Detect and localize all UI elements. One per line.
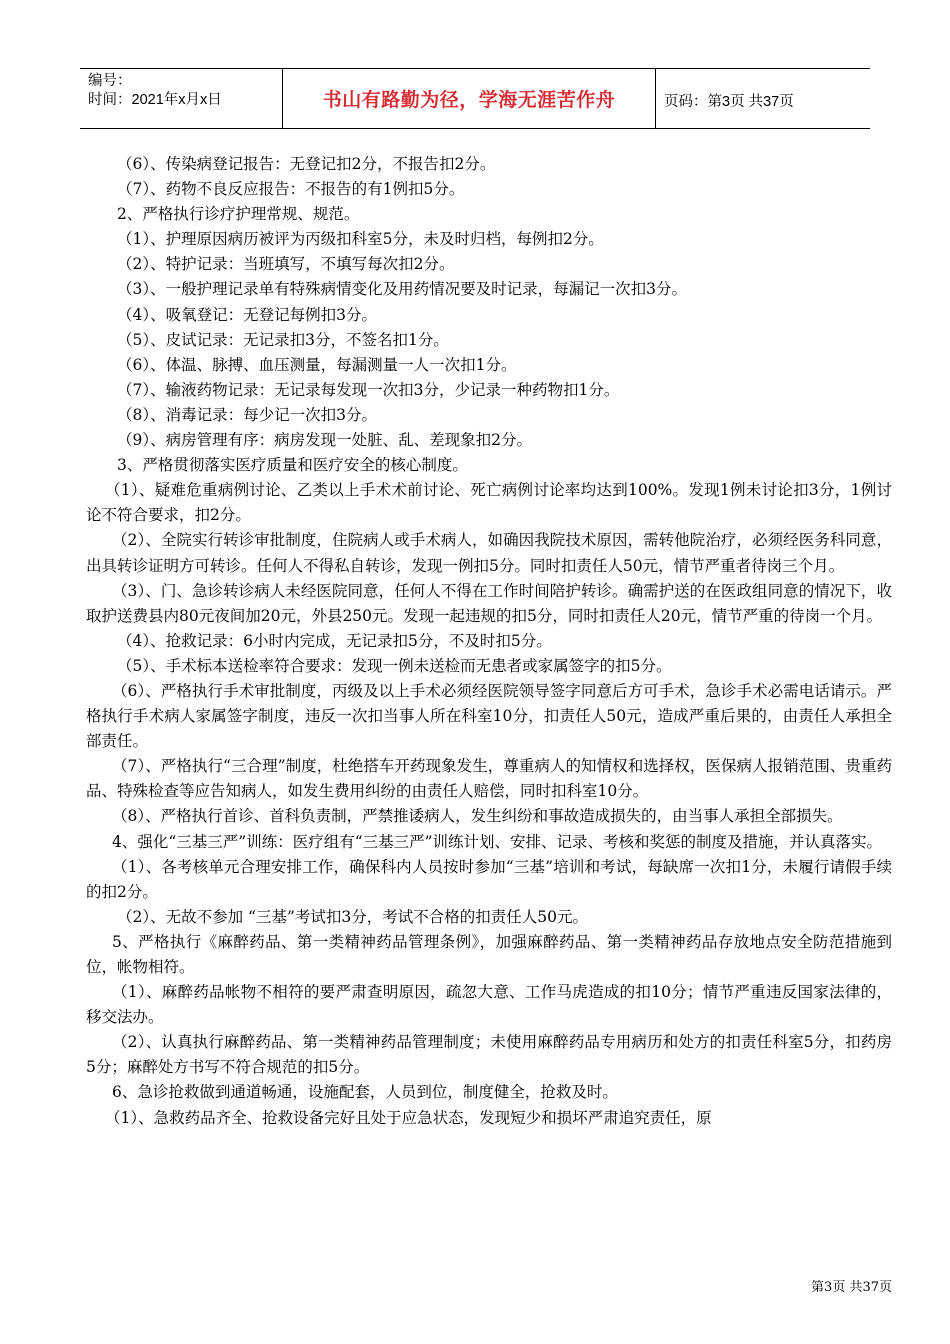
body-paragraph: 2、严格执行诊疗护理常规、规范。 xyxy=(117,205,360,224)
header-page-info: 页码：第3页 共37页 xyxy=(664,94,794,110)
body-paragraph: （1）、护理原因病历被评为丙级扣科室5分，未及时归档，每例扣2分。 xyxy=(117,230,604,249)
body-paragraph: （9）、病房管理有序：病房发现一处脏、乱、差现象扣2分。 xyxy=(117,431,532,450)
body-paragraph: 5、严格执行《麻醉药品、第一类精神药品管理条例》，加强麻醉药品、第一类精神药品存放地点安全防范措施到位，帐物相符。 xyxy=(86,932,892,976)
body-paragraph: 6、急诊抢救做到通道畅通，设施配套，人员到位，制度健全，抢救及时。 xyxy=(112,1083,618,1102)
body-paragraph: （7）、严格执行“三合理”制度，杜绝搭车开药现象发生，尊重病人的知情权和选择权，医保病人报销范围、贵重药品、特殊检查等应告知病人，如发生费用纠纷的由责任人赔偿，同时扣科室10分。 xyxy=(86,757,892,801)
body-paragraph: （2）、认真执行麻醉药品、第一类精神药品管理制度；未使用麻醉药品专用病历和处方的扣责任科室5分，扣药房5分；麻醉处方书写不符合规范的扣5分。 xyxy=(86,1033,892,1077)
body-paragraph: （5）、皮试记录：无记录扣3分，不签名扣1分。 xyxy=(117,330,449,349)
document-body xyxy=(86,152,892,1131)
body-paragraph: （8）、严格执行首诊、首科负责制，严禁推诿病人，发生纠纷和事故造成损失的，由当事人承担全部损失。 xyxy=(112,807,843,826)
body-paragraph: （1）、疑难危重病例讨论、乙类以上手术术前讨论、死亡病例讨论率均达到100%。发现1例未讨论扣3分，1例讨论不符合要求，扣2分。 xyxy=(86,481,892,525)
footer-page-number: 第3页 共37页 xyxy=(811,1280,892,1295)
body-paragraph: （2）、无故不参加 “三基”考试扣3分，考试不合格的扣责任人50元。 xyxy=(117,907,588,926)
body-paragraph: （8）、消毒记录：每少记一次扣3分。 xyxy=(117,405,377,424)
body-paragraph: （2）、特护记录：当班填写，不填写每次扣2分。 xyxy=(117,255,455,274)
body-paragraph: 3、严格贯彻落实医疗质量和医疗安全的核心制度。 xyxy=(117,456,468,475)
body-paragraph: （5）、手术标本送检率符合要求：发现一例未送检而无患者或家属签字的扣5分。 xyxy=(117,656,672,675)
body-paragraph: （3）、门、急诊转诊病人未经医院同意，任何人不得在工作时间陪护转诊。确需护送的在医政组同意的情况下，收取护送费县内80元夜间加20元，外县250元。发现一起违规的扣5分，同时扣责任人20元，情节严重的待岗一个月。 xyxy=(86,581,892,625)
body-paragraph: （1）、麻醉药品帐物不相符的要严肃查明原因，疏忽大意、工作马虎造成的扣10分；情节严重违反国家法律的，移交法办。 xyxy=(86,983,892,1027)
body-paragraph: （1）、急救药品齐全、抢救设备完好且处于应急状态，发现短少和损坏严肃追究责任，原 xyxy=(105,1108,712,1127)
body-paragraph: （7）、输液药物记录：无记录每发现一次扣3分，少记录一种药物扣1分。 xyxy=(117,380,620,399)
header-meta xyxy=(88,72,222,110)
document-number-label: 编号： xyxy=(88,73,132,89)
header-top-rule xyxy=(80,68,870,69)
document-date-label: 时间：2021年x月x日 xyxy=(88,92,222,108)
body-paragraph: （6）、严格执行手术审批制度，丙级及以上手术必须经医院领导签字同意后方可手术，急诊手术必需电话请示。严格执行手术病人家属签字制度，违反一次扣当事人所在科室10分，扣责任人50元，造成严重后果的，由责任人承担全部责任。 xyxy=(86,681,892,751)
body-paragraph: （6）、体温、脉搏、血压测量，每漏测量一人一次扣1分。 xyxy=(117,355,517,374)
header-motto: 书山有路勤为径，学海无涯苦作舟 xyxy=(322,89,616,111)
header-divider-right xyxy=(655,68,656,128)
body-paragraph: （3）、一般护理记录单有特殊病情变化及用药情况要及时记录，每漏记一次扣3分。 xyxy=(117,280,687,299)
body-paragraph: （4）、抢救记录：6小时内完成，无记录扣5分，不及时扣5分。 xyxy=(117,631,552,650)
header-bottom-rule xyxy=(80,128,870,129)
body-paragraph: 4、强化“三基三严”训练：医疗组有“三基三严”训练计划、安排、记录、考核和奖惩的制度及措施，并认真落实。 xyxy=(112,832,883,851)
body-paragraph: （2）、全院实行转诊审批制度，住院病人或手术病人，如确因我院技术原因，需转他院治疗，必须经医务科同意，出具转诊证明方可转诊。任何人不得私自转诊，发现一例扣5分。同时扣责任人50元，情节严重者待岗三个月。 xyxy=(86,531,892,575)
body-paragraph: （4）、吸氧登记：无登记每例扣3分。 xyxy=(117,305,377,324)
body-paragraph: （7）、药物不良反应报告：不报告的有1例扣5分。 xyxy=(117,180,465,199)
body-paragraph: （1）、各考核单元合理安排工作，确保科内人员按时参加“三基”培训和考试，每缺席一次扣1分，未履行请假手续的扣2分。 xyxy=(86,857,892,901)
body-paragraph: （6）、传染病登记报告：无登记扣2分，不报告扣2分。 xyxy=(117,155,496,173)
